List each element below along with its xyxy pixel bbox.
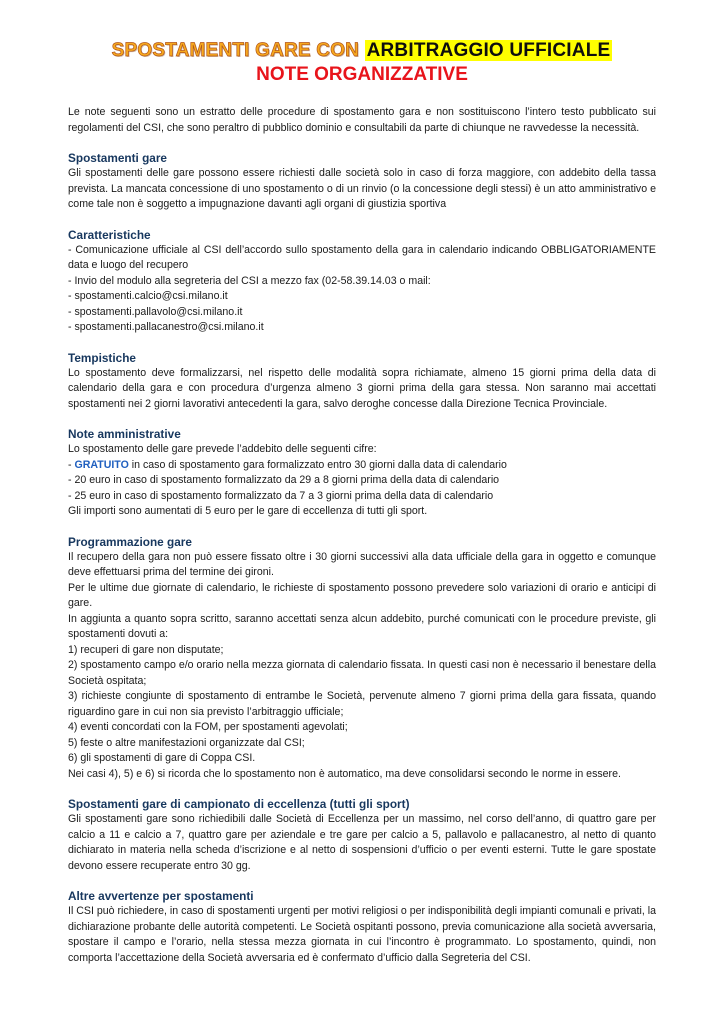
list-item: 2) spostamento campo e/o orario nella mezza giornata di calendario fissata. In questi casi non è necessario il benestare della Società ospitata; <box>68 659 656 687</box>
paragraph: Nei casi 4), 5) e 6) si ricorda che lo spostamento non è automatico, ma deve consolidarsi secondo le norme in essere. <box>68 767 621 780</box>
list-item: 3) richieste congiunte di spostamento di entrambe le Società, pervenute almeno 7 giorni prima della gara fissata, quando riguardino gare in cui non sia previsto l’arbitraggio ufficiale; <box>68 690 656 718</box>
section-heading: Caratteristiche <box>68 227 151 242</box>
section-programmazione <box>68 534 656 783</box>
paragraph: In aggiunta a quanto sopra scritto, saranno accettati senza alcun addebito, purché comunicati con le procedure previste, gli spostamenti dovuti a: <box>68 612 656 640</box>
document-page <box>68 40 656 966</box>
section-note-amministrative <box>68 426 656 520</box>
list-item: - 20 euro in caso di spostamento formalizzato da 29 a 8 giorni prima della data di calendario <box>68 474 500 486</box>
list-item: 6) gli spostamenti di gare di Coppa CSI. <box>68 752 256 764</box>
section-heading: Altre avvertenze per spostamenti <box>68 889 254 903</box>
email-link-pallacanestro[interactable]: - spostamenti.pallacanestro@csi.milano.it <box>68 321 264 333</box>
paragraph: Il recupero della gara non può essere fissato oltre i 30 giorni successivi alla data ufficiale della gara in oggetto e comunque deve effettuarsi prima del termine dei gironi. <box>68 550 656 578</box>
title-part-outline: SPOSTAMENTI GARE CON <box>111 40 360 61</box>
paragraph: Per le ultime due giornate di calendario, le richieste di spostamento possono prevedere solo variazioni di orario e anticipi di gare. <box>68 581 656 609</box>
email-link-calcio[interactable]: - spostamenti.calcio@csi.milano.it <box>68 290 228 302</box>
document-title <box>68 40 656 62</box>
section-tempistiche <box>68 350 656 413</box>
list-dash: - <box>68 458 75 471</box>
list-item: 1) recuperi di gare non disputate; <box>68 643 224 656</box>
intro-paragraph: Le note seguenti sono un estratto delle procedure di spostamento gara e non sostituiscono l’intero testo pubblicato sui regolamenti del CSI, che sono peraltro di pubblico dominio e consultabili da parte di chiunque ne ravvedesse la necessità. <box>68 106 656 134</box>
list-item: - 25 euro in caso di spostamento formalizzato da 7 a 3 giorni prima della data di calendario <box>68 489 494 502</box>
section-text: Gli spostamenti delle gare possono essere richiesti dalle società solo in caso di forza maggiore, con addebito della tassa prevista. La mancata concessione di uno spostamento o di un rinvio (o la concessione degli stessi) è un atto amministrativo e come tale non è soggetto a impugnazione davanti agli organi di giustizia sportiva <box>68 167 656 210</box>
section-spostamenti <box>68 150 656 213</box>
section-heading: Programmazione gare <box>68 534 192 549</box>
section-text: Gli spostamenti gare sono richiedibili dalle Società di Eccellenza per un massimo, nel corso dell’anno, di quattro gare per calcio a 11 e calcio a 7, quattro gare per aziendale e tre gare per calcio a 5, pallavolo e pallacanestro, al netto di quanto dichiarato in materia nella scheda d’iscrizione e al netto di sospensioni d’ufficio o per eventi esterni. Tutte le gare spostate devono essere recuperate entro 30 gg. <box>68 813 656 872</box>
section-heading: Spostamenti gare <box>68 151 167 165</box>
list-item: - Comunicazione ufficiale al CSI dell’accordo sullo spostamento della gara in calendario indicando OBBLIGATORIAMENTE data e luogo del recupero <box>68 243 656 271</box>
email-link-pallavolo[interactable]: - spostamenti.pallavolo@csi.milano.it <box>68 305 243 318</box>
list-item <box>68 458 656 474</box>
section-heading: Note amministrative <box>68 427 181 441</box>
list-item: 4) eventi concordati con la FOM, per spostamenti agevolati; <box>68 721 348 733</box>
list-item: 5) feste o altre manifestazioni organizzate dal CSI; <box>68 736 305 749</box>
list-item: - Invio del modulo alla segreteria del CSI a mezzo fax (02-58.39.14.03 o mail: <box>68 274 431 287</box>
section-text: Il CSI può richiedere, in caso di spostamenti urgenti per motivi religiosi o per indisponibilità degli impianti comunali e privati, la dichiarazione probante delle autorità competenti. Le Società ospitanti possono, previa comunicazione alla società avversaria, spostare il campo e l’orario, nella stessa mezza giornata in cui l’incontro è programmato. Lo spostamento, quindi, non comporta l’accettazione della Società avversaria ed è confermato d’ufficio dalla Segreteria del CSI. <box>68 905 656 964</box>
section-eccellenza <box>68 796 656 874</box>
list-item-text: in caso di spostamento gara formalizzato entro 30 giorni dalla data di calendario <box>128 458 507 471</box>
section-heading: Spostamenti gare di campionato di eccellenza (tutti gli sport) <box>68 797 410 811</box>
list-intro: Lo spostamento delle gare prevede l’addebito delle seguenti cifre: <box>68 443 377 455</box>
title-part-highlighted: ARBITRAGGIO UFFICIALE <box>366 40 611 61</box>
section-heading: Tempistiche <box>68 350 136 365</box>
section-text: Lo spostamento deve formalizzarsi, nel rispetto delle modalità sopra richiamate, almeno 15 giorni prima della data di calendario della gara e con procedura d’urgenza almeno 3 giorni prima della gara stessa. Non saranno mai accettati spostamenti nei 2 giorni lavorativi antecedenti la gara, salvo deroghe concesse dalla Direzione Tecnica Provinciale. <box>68 366 656 410</box>
document-subtitle: NOTE ORGANIZZATIVE <box>256 64 468 85</box>
list-item: Gli importi sono aumentati di 5 euro per le gare di eccellenza di tutti gli sport. <box>68 505 428 517</box>
gratuito-label: GRATUITO <box>74 458 129 471</box>
section-caratteristiche <box>68 227 656 336</box>
section-altre-avvertenze <box>68 888 656 966</box>
